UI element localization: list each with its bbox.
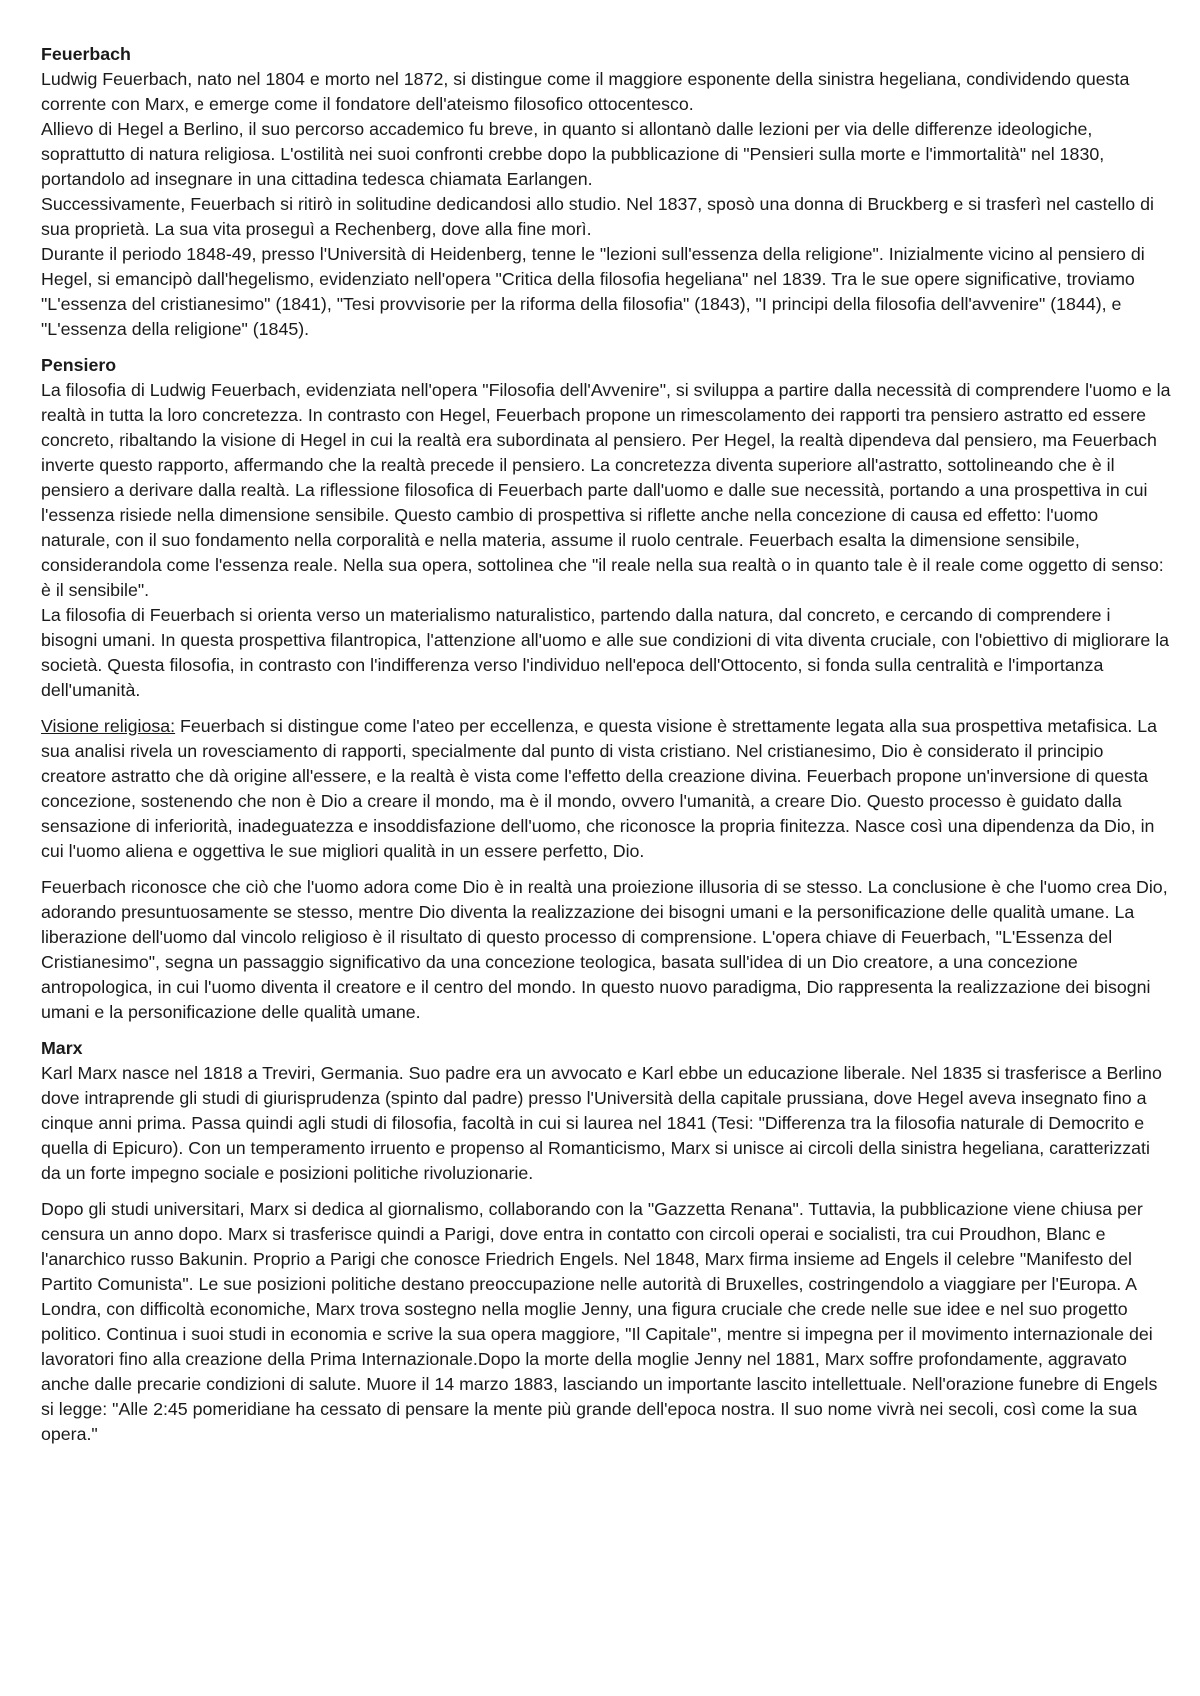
paragraph: Successivamente, Feuerbach si ritirò in solitudine dedicandosi allo studio. Nel 1837, sposò una donna di Bruckberg e si trasferì nel castello di sua proprietà. La sua vita proseguì a Rechenberg, dove alla fine morì.	[41, 194, 1154, 239]
paragraph: Karl Marx nasce nel 1818 a Treviri, Germania. Suo padre era un avvocato e Karl ebbe un educazione liberale. Nel 1835 si trasferisce a Berlino dove intraprende gli studi di giurisprudenza (spinto dal padre) presso l'Università della capitale prussiana, dove Hegel aveva insegnato fino a cinque anni prima. Passa quindi agli studi di filosofia, facoltà in cui si laurea nel 1841 (Tesi: "Differenza tra la filosofia naturale di Democrito e quella di Epicuro). Con un temperamento irruento e propenso al Romanticismo, Marx si unisce ai circoli della sinistra hegeliana, caratterizzati da un forte impegno sociale e posizioni politiche rivoluzionarie.	[41, 1063, 1162, 1183]
heading-marx: Marx	[41, 1038, 83, 1058]
religious-view-paragraph	[41, 714, 1171, 864]
religious-view-label: Visione religiosa:	[41, 716, 176, 736]
paragraph: La filosofia di Ludwig Feuerbach, evidenziata nell'opera "Filosofia dell'Avvenire", si sviluppa a partire dalla necessità di comprendere l'uomo e la realtà in tutta la loro concretezza. In contrasto con Hegel, Feuerbach propone un rimescolamento dei rapporti tra pensiero astratto ed essere concreto, ribaltando la visione di Hegel in cui la realtà era subordinata al pensiero. Per Hegel, la realtà dipendeva dal pensiero, ma Feuerbach inverte questo rapporto, affermando che la realtà precede il pensiero. La concretezza diventa superiore all'astratto, sottolineando che è il pensiero a derivare dalla realtà. La riflessione filosofica di Feuerbach parte dall'uomo e dalle sue necessità, portando a una prospettiva in cui l'essenza risiede nella dimensione sensibile. Questo cambio di prospettiva si riflette anche nella concezione di causa ed effetto: l'uomo naturale, con il suo fondamento nella corporalità e nella materia, assume il ruolo centrale. Feuerbach esalta la dimensione sensibile, considerandola come l'essenza reale. Nella sua opera, sottolinea che "il reale nella sua realtà o in quanto tale è il reale come oggetto di senso: è il sensibile".	[41, 380, 1171, 600]
paragraph: Dopo gli studi universitari, Marx si dedica al giornalismo, collaborando con la "Gazzetta Renana". Tuttavia, la pubblicazione viene chiusa per censura un anno dopo. Marx si trasferisce quindi a Parigi, dove entra in contatto con circoli operai e socialisti, tra cui Proudhon, Blanc e l'anarchico russo Bakunin. Proprio a Parigi che conosce Friedrich Engels. Nel 1848, Marx firma insieme ad Engels il celebre "Manifesto del Partito Comunista". Le sue posizioni politiche destano preoccupazione nelle autorità di Bruxelles, costringendolo a viaggiare per l'Europa. A Londra, con difficoltà economiche, Marx trova sostegno nella moglie Jenny, una figura cruciale che crede nelle sue idee e nel suo progetto politico. Continua i suoi studi in economia e scrive la sua opera maggiore, "Il Capitale", mentre si impegna per il movimento internazionale dei lavoratori fino alla creazione della Prima Internazionale.Dopo la morte della moglie Jenny nel 1881, Marx soffre profondamente, aggravato anche dalle precarie condizioni di salute. Muore il 14 marzo 1883, lasciando un importante lascito intellettuale. Nell'orazione funebre di Engels si legge: "Alle 2:45 pomeridiane ha cessato di pensare la mente più grande dell'epoca nostra. Il suo nome vivrà nei secoli, così come la sua opera."	[41, 1199, 1158, 1444]
section-feuerbach	[41, 42, 1171, 342]
paragraph: Durante il periodo 1848-49, presso l'Università di Heidenberg, tenne le "lezioni sull'essenza della religione". Inizialmente vicino al pensiero di Hegel, si emancipò dall'hegelismo, evidenziato nell'opera "Critica della filosofia hegeliana" nel 1839. Tra le sue opere significative, troviamo "L'essenza del cristianesimo" (1841), "Tesi provvisorie per la riforma della filosofia" (1843), "I principi della filosofia dell'avvenire" (1844), e "L'essenza della religione" (1845).	[41, 244, 1145, 339]
paragraph: La filosofia di Feuerbach si orienta verso un materialismo naturalistico, partendo dalla natura, dal concreto, e cercando di comprendere i bisogni umani. In questa prospettiva filantropica, l'attenzione all'uomo e alle sue condizioni di vita diventa cruciale, con l'obiettivo di migliorare la società. Questa filosofia, in contrasto con l'indifferenza verso l'individuo nell'epoca dell'Ottocento, si fonda sulla centralità e l'importanza dell'umanità.	[41, 605, 1170, 700]
paragraph: Ludwig Feuerbach, nato nel 1804 e morto nel 1872, si distingue come il maggiore esponente della sinistra hegeliana, condividendo questa corrente con Marx, e emerge come il fondatore dell'ateismo filosofico ottocentesco.	[41, 69, 1130, 114]
heading-feuerbach: Feuerbach	[41, 44, 131, 64]
religious-view-text: Feuerbach si distingue come l'ateo per eccellenza, e questa visione è strettamente legata alla sua prospettiva metafisica. La sua analisi rivela un rovesciamento di rapporti, specialmente dal punto di vista cristiano. Nel cristianesimo, Dio è considerato il principio creatore astratto che dà origine all'essere, e la realtà è vista come l'effetto della creazione divina. Feuerbach propone un'inversione di questa concezione, sostenendo che non è Dio a creare il mondo, ma è il mondo, ovvero l'umanità, a creare Dio. Questo processo è guidato dalla sensazione di inferiorità, inadeguatezza e insoddisfazione dell'uomo, che riconosce la propria finitezza. Nasce così una dipendenza da Dio, in cui l'uomo aliena e oggettiva le sue migliori qualità in un essere perfetto, Dio.	[41, 716, 1158, 861]
document-page	[41, 42, 1171, 1447]
paragraph: Allievo di Hegel a Berlino, il suo percorso accademico fu breve, in quanto si allontanò dalle lezioni per via delle differenze ideologiche, soprattutto di natura religiosa. L'ostilità nei suoi confronti crebbe dopo la pubblicazione di "Pensieri sulla morte e l'immortalità" nel 1830, portandolo ad insegnare in una cittadina tedesca chiamata Earlangen.	[41, 119, 1105, 189]
section-pensiero	[41, 353, 1171, 1025]
conclusion-paragraph: Feuerbach riconosce che ciò che l'uomo adora come Dio è in realtà una proiezione illusoria di se stesso. La conclusione è che l'uomo crea Dio, adorando presuntuosamente se stesso, mentre Dio diventa la realizzazione dei bisogni umani e la personificazione delle qualità umane. La liberazione dell'uomo dal vincolo religioso è il risultato di questo processo di comprensione. L'opera chiave di Feuerbach, "L'Essenza del Cristianesimo", segna un passaggio significativo da una concezione teologica, basata sull'idea di un Dio creatore, a una concezione antropologica, in cui l'uomo diventa il creatore e il centro del mondo. In questo nuovo paradigma, Dio rappresenta la realizzazione dei bisogni umani e la personificazione delle qualità umane.	[41, 877, 1168, 1022]
section-marx	[41, 1036, 1171, 1447]
heading-pensiero: Pensiero	[41, 355, 117, 375]
